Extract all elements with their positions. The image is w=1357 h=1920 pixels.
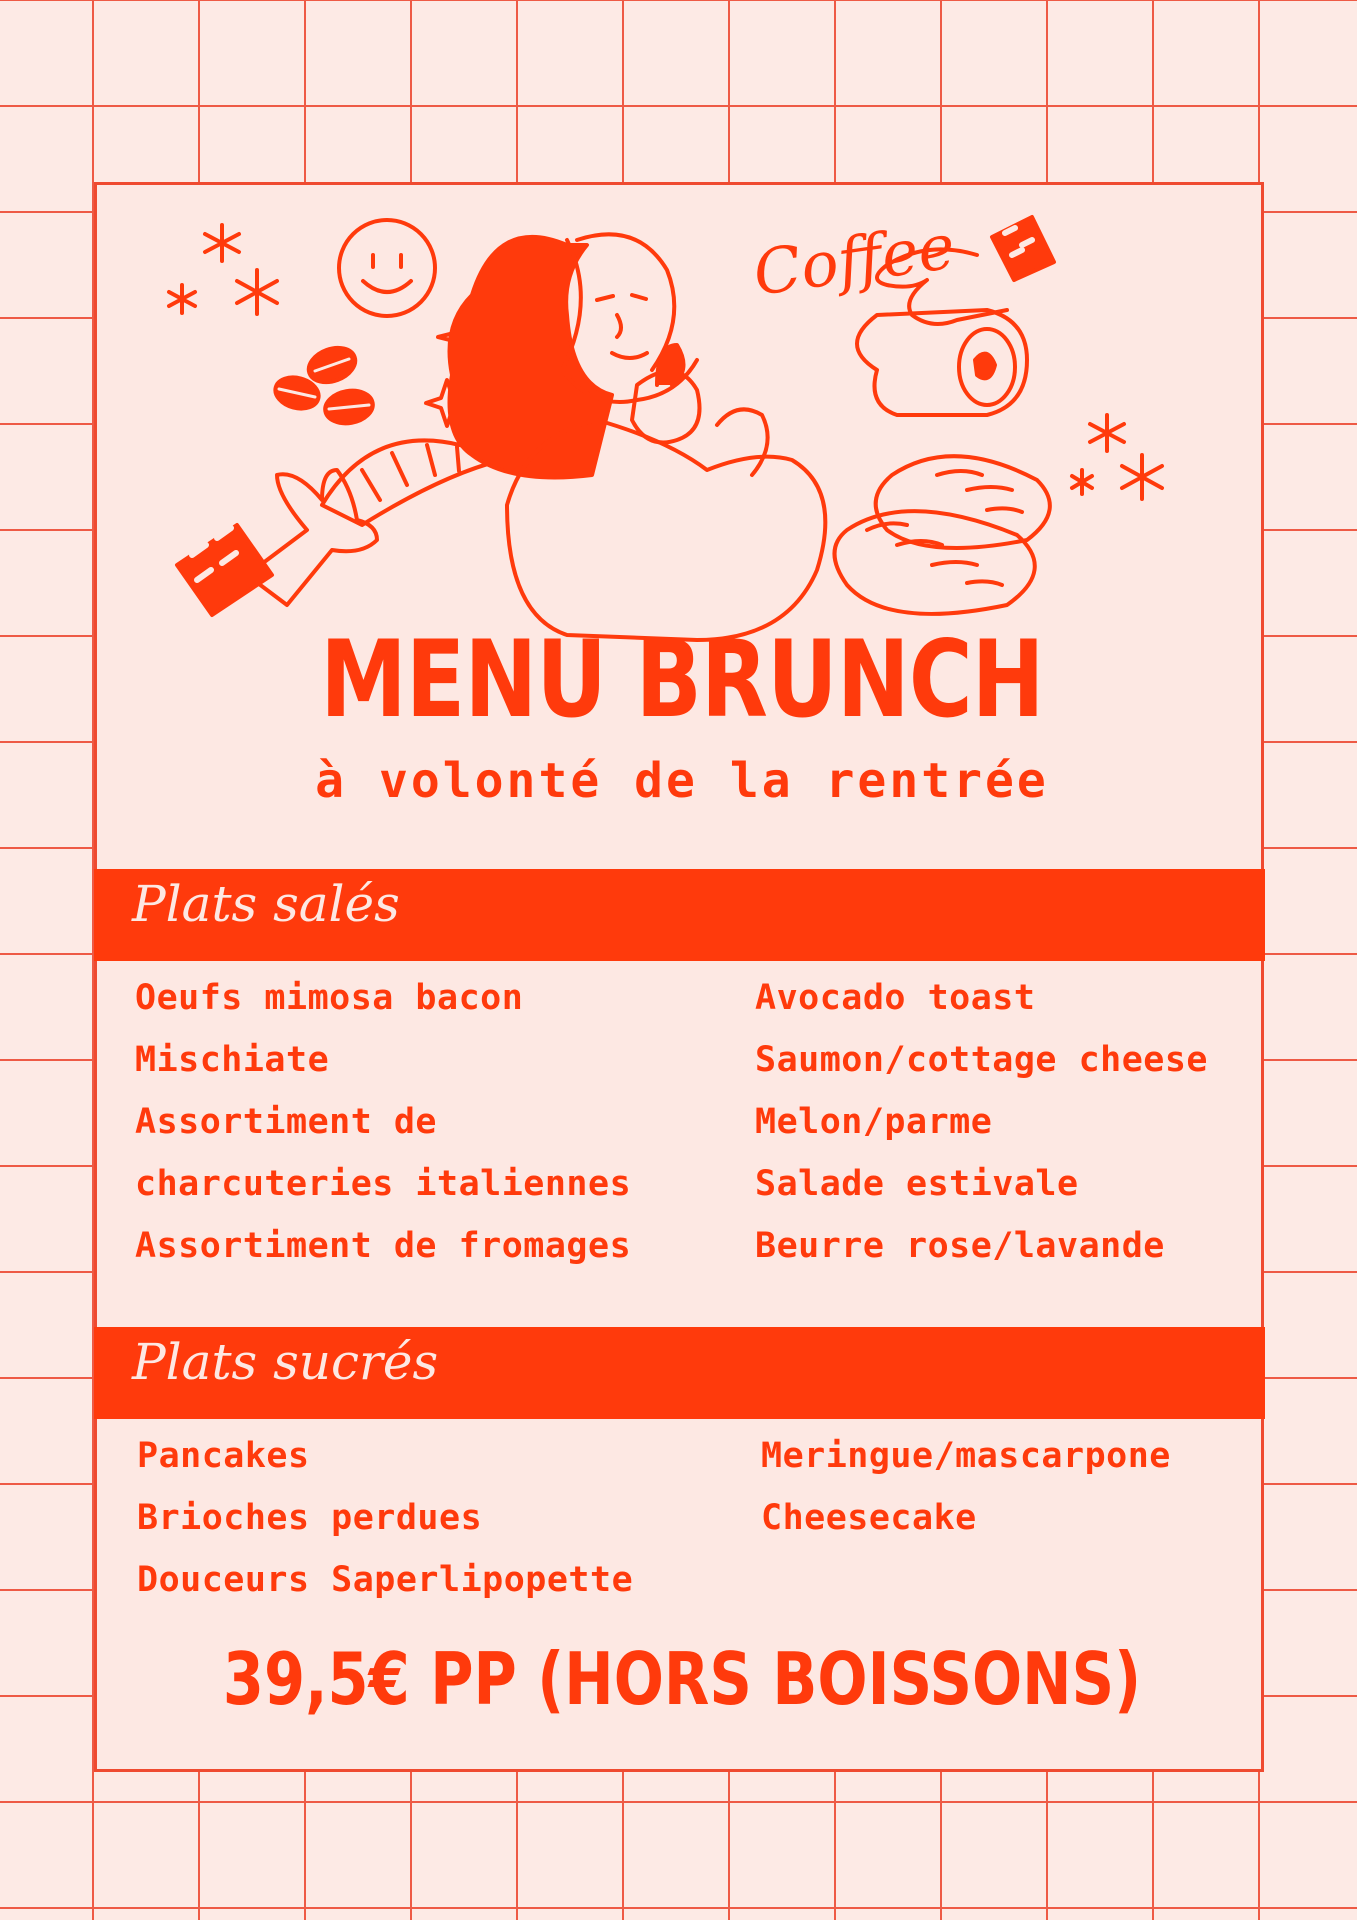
list-item: Avocado toast — [755, 978, 1036, 1018]
savory-items-left — [135, 967, 631, 1277]
asterisk-icon — [169, 225, 277, 314]
list-item: Saumon/cottage cheese — [755, 1040, 1209, 1080]
list-item: Cheesecake — [761, 1498, 977, 1538]
section-header-savory — [94, 869, 1265, 961]
list-item: charcuteries italiennes — [135, 1164, 632, 1204]
list-item: Meringue/mascarpone — [761, 1436, 1171, 1476]
section-label: Plats salés — [132, 875, 400, 933]
list-item: Oeufs mimosa bacon — [135, 978, 524, 1018]
list-item: Assortiment de — [135, 1102, 438, 1142]
list-item: Douceurs Saperlipopette — [137, 1560, 634, 1600]
hand-icon — [177, 470, 377, 615]
brunch-illustration — [97, 185, 1267, 655]
list-item: Mischiate — [135, 1040, 330, 1080]
section-label: Plats sucrés — [132, 1333, 439, 1391]
list-item: Assortiment de fromages — [135, 1226, 632, 1266]
menu-card — [94, 182, 1264, 1772]
sweet-items-left — [137, 1425, 633, 1611]
smiley-icon — [339, 220, 435, 316]
coffee-label: Coffee — [748, 209, 960, 310]
menu-subtitle: à volonté de la rentrée — [315, 753, 1049, 809]
list-item: Pancakes — [137, 1436, 310, 1476]
list-item: Brioches perdues — [137, 1498, 483, 1538]
bread-icon — [835, 456, 1050, 614]
menu-title: MENU BRUNCH — [320, 618, 1044, 741]
asterisk-icon — [1072, 415, 1162, 499]
list-item: Salade estivale — [755, 1164, 1079, 1204]
sweet-items-right — [761, 1425, 1171, 1549]
section-header-sweet — [94, 1327, 1265, 1419]
list-item: Melon/parme — [755, 1102, 993, 1142]
price-text: 39,5€ PP (HORS BOISSONS) — [222, 1637, 1142, 1721]
coffee-beans-icon — [272, 342, 376, 427]
savory-items-right — [755, 967, 1208, 1277]
list-item: Beurre rose/lavande — [755, 1226, 1165, 1266]
